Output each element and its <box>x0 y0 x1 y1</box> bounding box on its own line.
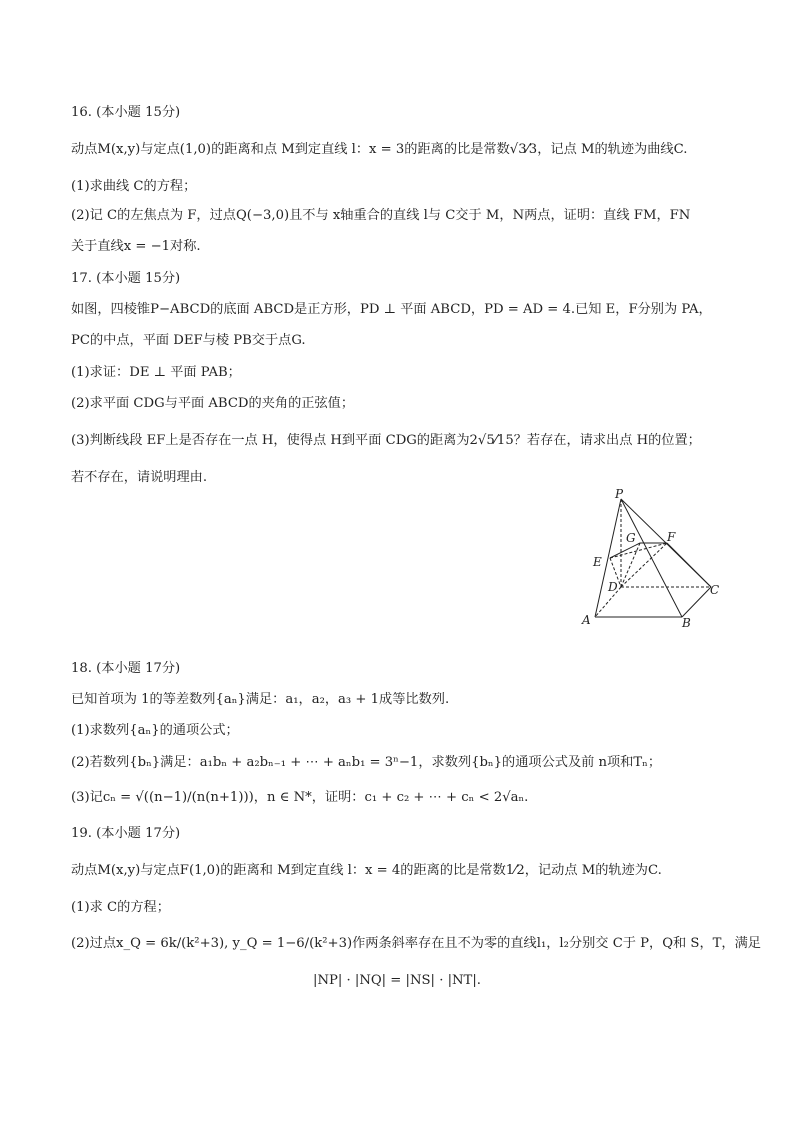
problem-19-stem: 动点M(x,y)与定点F(1,0)的距离和 M到定直线 l：x = 4的距离的比是常数1⁄2，记动点 M的轨迹为C. <box>71 863 662 878</box>
problem-16-stem: 动点M(x,y)与定点(1,0)的距离和点 M到定直线 l：x = 3的距离的比是常数√3⁄3，记点 M的轨迹为曲线C. <box>71 142 688 157</box>
label-D: D <box>608 580 618 594</box>
problem-19-formula: |NP| · |NQ| = |NS| · |NT|. <box>313 973 481 988</box>
edge-BC <box>682 587 711 617</box>
pyramid-figure <box>580 487 730 629</box>
problem-16-q2-cont: 关于直线x = −1对称. <box>71 239 201 254</box>
problem-18-header: 18. (本小题 17分) <box>71 661 181 676</box>
problem-19-q2: (2)过点x_Q = 6k/(k²+3), y_Q = 1−6/(k²+3)作两条斜率存在且不为零的直线l₁，l₂分别交 C于 P，Q和 S，T，满足 <box>71 936 761 951</box>
problem-19-header: 19. (本小题 17分) <box>71 826 181 841</box>
label-C: C <box>710 583 720 597</box>
problem-18-q2: (2)若数列{bₙ}满足：a₁bₙ + a₂bₙ₋₁ + ⋯ + aₙb₁ = 3ⁿ−1，求数列{bₙ}的通项公式及前 n项和Tₙ； <box>71 755 662 770</box>
label-E: E <box>593 555 602 569</box>
label-P: P <box>615 487 624 501</box>
problem-18-q1: (1)求数列{aₙ}的通项公式； <box>71 723 239 738</box>
label-B: B <box>682 616 691 629</box>
problem-16-q2: (2)记 C的左焦点为 F，过点Q(−3,0)且不与 x轴重合的直线 l与 C交于 M，N两点，证明：直线 FM，FN <box>71 208 691 223</box>
problem-17-q3: (3)判断线段 EF上是否存在一点 H，使得点 H到平面 CDG的距离为2√5⁄15？若存在，请求出点 H的位置； <box>71 433 701 448</box>
problem-18-q3: (3)记cₙ = √((n−1)/(n(n+1)))，n ∈ N*，证明：c₁ + c₂ + ⋯ + cₙ < 2√aₙ. <box>71 790 529 805</box>
problem-18-stem: 已知首项为 1的等差数列{aₙ}满足：a₁，a₂，a₃ + 1成等比数列. <box>71 692 450 707</box>
problem-16-header: 16. (本小题 15分) <box>71 105 181 120</box>
problem-16-q1: (1)求曲线 C的方程； <box>71 179 197 194</box>
problem-17-header: 17. (本小题 15分) <box>71 271 181 286</box>
segment-EG <box>610 543 640 558</box>
segment-GC <box>667 543 711 587</box>
problem-17-q3-cont: 若不存在，请说明理由. <box>71 470 208 485</box>
label-G: G <box>626 531 636 545</box>
problem-19-q1: (1)求 C的方程； <box>71 900 170 915</box>
label-A: A <box>582 613 591 627</box>
label-F: F <box>667 530 676 544</box>
problem-17-stem: 如图，四棱锥P−ABCD的底面 ABCD是正方形，PD ⊥ 平面 ABCD，PD = AD = 4.已知 E，F分别为 PA， <box>71 302 712 317</box>
problem-17-q2: (2)求平面 CDG与平面 ABCD的夹角的正弦值； <box>71 396 355 411</box>
segment-DG-hidden <box>621 543 640 587</box>
problem-17-stem-cont: PC的中点，平面 DEF与棱 PB交于点G. <box>71 333 306 348</box>
problem-17-q1: (1)求证：DE ⊥ 平面 PAB； <box>71 365 241 380</box>
